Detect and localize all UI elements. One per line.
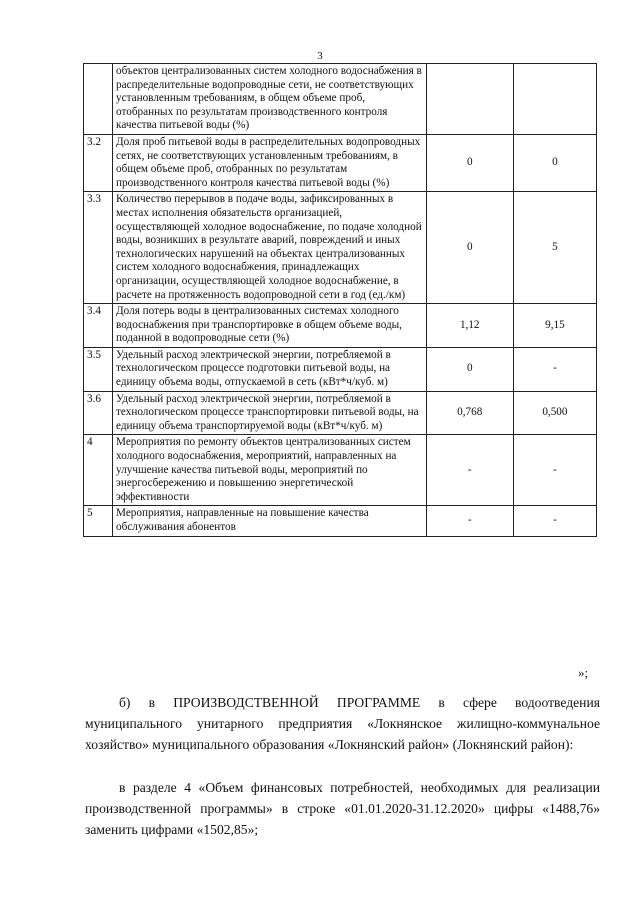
value-cell-2: 5 bbox=[513, 192, 596, 304]
value-cell-2: - bbox=[513, 435, 596, 506]
value-cell-2: - bbox=[513, 347, 596, 391]
value-cell-2: 0 bbox=[513, 134, 596, 191]
table-row bbox=[84, 134, 597, 191]
value-cell-2 bbox=[513, 64, 596, 135]
indicator-description-cell: Мероприятия, направленные на повышение качества обслуживания абонентов bbox=[113, 506, 427, 536]
table-row bbox=[84, 435, 597, 506]
indicator-description-cell: Удельный расход электрической энергии, потребляемой в технологическом процессе транспортировки питьевой воды, на единицу объема транспортируемой воды (кВт*ч/куб. м) bbox=[113, 391, 427, 435]
row-number-cell: 3.3 bbox=[84, 192, 113, 304]
value-cell-2: 9,15 bbox=[513, 304, 596, 348]
indicator-description-cell: Мероприятия по ремонту объектов централизованных систем холодного водоснабжения, мероприятий, направленных на улучшение качества питьевой воды, мероприятий по энергосбережению и повышению энергетической эффективности bbox=[113, 435, 427, 506]
indicator-description-cell: Количество перерывов в подаче воды, зафиксированных в местах исполнения обязательств организацией, осуществляющей холодное водоснабжение, по подаче холодной воды, возникших в результате аварий, повреждений и иных технологических нарушений на объектах централизованных систем холодного водоснабжения, принадлежащих организации, осуществляющей холодное водоснабжение, в расчете на протяженность водопроводной сети в год (ед./км) bbox=[113, 192, 427, 304]
value-cell-1: - bbox=[426, 506, 513, 536]
value-cell-2: 0,500 bbox=[513, 391, 596, 435]
value-cell-1: 0 bbox=[426, 134, 513, 191]
value-cell-1: 0 bbox=[426, 347, 513, 391]
table-row bbox=[84, 506, 597, 536]
indicator-description-cell: Доля потерь воды в централизованных системах холодного водоснабжения при транспортировке в общем объеме воды, поданной в водопроводные сети (%) bbox=[113, 304, 427, 348]
value-cell-1: 1,12 bbox=[426, 304, 513, 348]
closing-quote: »; bbox=[578, 665, 589, 680]
indicators-table bbox=[83, 63, 597, 537]
table-row bbox=[84, 391, 597, 435]
value-cell-1 bbox=[426, 64, 513, 135]
row-number-cell: 3.2 bbox=[84, 134, 113, 191]
row-number-cell bbox=[84, 64, 113, 135]
value-cell-2: - bbox=[513, 506, 596, 536]
value-cell-1: 0 bbox=[426, 192, 513, 304]
table-row bbox=[84, 192, 597, 304]
row-number-cell: 5 bbox=[84, 506, 113, 536]
table-body bbox=[84, 64, 597, 537]
row-number-cell: 3.5 bbox=[84, 347, 113, 391]
indicator-description-cell: Доля проб питьевой воды в распределительных водопроводных сетях, не соответствующих установленным требованиям, в общем объеме проб, отобранных по результатам производственного контроля качества питьевой воды (%) bbox=[113, 134, 427, 191]
indicator-description-cell: объектов централизованных систем холодного водоснабжения в распределительные водопроводные сети, не соответствующих установленным требованиям, в общем объеме проб, отобранных по результатам производственного контроля качества питьевой воды (%) bbox=[113, 64, 427, 135]
value-cell-1: - bbox=[426, 435, 513, 506]
page-number: 3 bbox=[317, 50, 323, 62]
paragraph-c: в разделе 4 «Объем финансовых потребностей, необходимых для реализации производственной программы» в строке «01.01.2020-31.12.2020» цифры «1488,76» заменить цифрами «1502,85»; bbox=[85, 780, 600, 837]
paragraph-b: б) в ПРОИЗВОДСТВЕННОЙ ПРОГРАММЕ в сфере водоотведения муниципального унитарного предприятия «Локнянское жилищно-коммунальное хозяйство» муниципального образования «Локнянский район» (Локнянский район): bbox=[85, 695, 600, 752]
table-row bbox=[84, 304, 597, 348]
table-row bbox=[84, 347, 597, 391]
row-number-cell: 3.6 bbox=[84, 391, 113, 435]
row-number-cell: 4 bbox=[84, 435, 113, 506]
value-cell-1: 0,768 bbox=[426, 391, 513, 435]
indicator-description-cell: Удельный расход электрической энергии, потребляемой в технологическом процессе подготовки питьевой воды, на единицу объема воды, отпускаемой в сеть (кВт*ч/куб. м) bbox=[113, 347, 427, 391]
table-row bbox=[84, 64, 597, 135]
row-number-cell: 3.4 bbox=[84, 304, 113, 348]
